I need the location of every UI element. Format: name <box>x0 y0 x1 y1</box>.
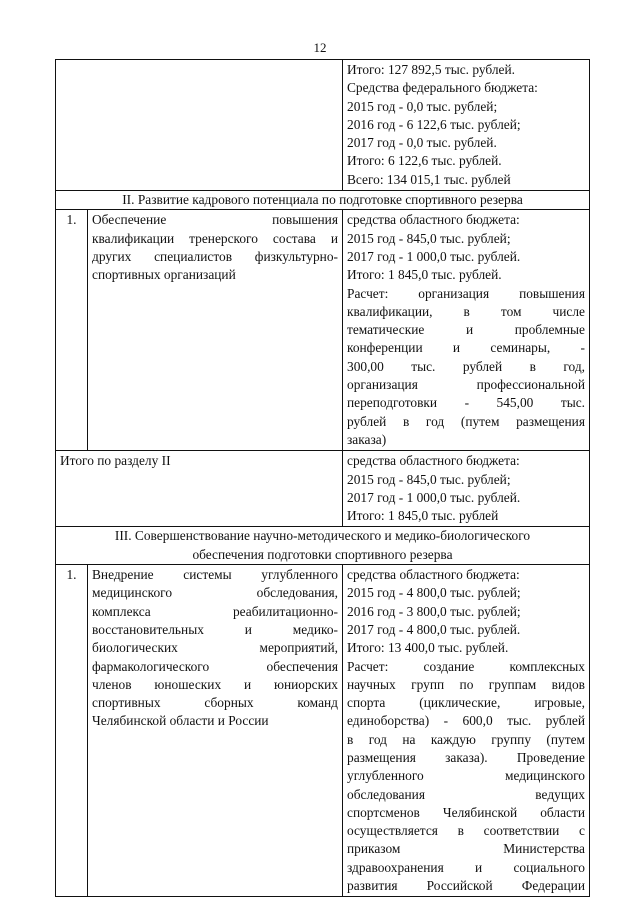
section-2-title: II. Развитие кадрового потенциала по подготовке спортивного резерва <box>56 191 590 210</box>
funding-cell <box>343 210 590 451</box>
empty-cell <box>56 60 343 191</box>
calc-line: углубленного медицинского <box>347 768 585 784</box>
funding-line: средства областного бюджета: <box>347 453 520 469</box>
funding-line: 2015 год - 4 800,0 тыс. рублей; <box>347 585 521 601</box>
funding-line: Итого: 127 892,5 тыс. рублей. <box>347 62 516 77</box>
section-3-title <box>56 527 590 565</box>
calc-line: конференции и семинары, - <box>347 340 585 356</box>
funding-line: Средства федерального бюджета: <box>347 80 538 96</box>
funding-line: 2015 год - 845,0 тыс. рублей; <box>347 471 511 487</box>
funding-line: 2015 год - 845,0 тыс. рублей; <box>347 230 511 246</box>
calc-line: здравоохранения и социального <box>347 859 585 875</box>
top-funding-cell <box>343 60 590 191</box>
funding-line: 2016 год - 3 800,0 тыс. рублей; <box>347 603 521 619</box>
calc-line: квалификации, в том числе <box>347 303 585 319</box>
funding-line: Итого: 1 845,0 тыс. рублей. <box>347 267 502 283</box>
calc-line: размещения заказа). Проведение <box>347 749 585 765</box>
calc-line: в год на каждую группу (путем <box>347 731 585 747</box>
calc-line: рублей в год (путем размещения <box>347 413 585 429</box>
funding-line: 2017 год - 4 800,0 тыс. рублей. <box>347 621 521 637</box>
calc-line: осуществляется в соответствии с <box>347 823 585 839</box>
activity-line: Челябинской области и России <box>92 713 269 729</box>
activity-line: медицинского обследования, <box>92 585 338 601</box>
activity-line: восстановительных и медико- <box>92 621 338 637</box>
activity-cell <box>88 210 343 451</box>
activity-line: фармакологического обеспечения <box>92 658 338 674</box>
funding-line: 2015 год - 0,0 тыс. рублей; <box>347 98 498 114</box>
calc-line: спорта (циклические, игровые, <box>347 695 585 711</box>
funding-line: средства областного бюджета: <box>347 212 520 228</box>
calc-line: Расчет: организация повышения <box>347 285 585 301</box>
section-header-row <box>56 191 590 210</box>
total-row <box>56 451 590 527</box>
section-title-line: обеспечения подготовки спортивного резерва <box>192 546 453 562</box>
activity-line: комплекса реабилитационно- <box>92 603 338 619</box>
funding-cell <box>343 565 590 897</box>
activity-line: спортивных сборных команд <box>92 695 338 711</box>
funding-line: 2017 год - 0,0 тыс. рублей. <box>347 135 497 151</box>
table-row <box>56 210 590 451</box>
activity-line: квалификации тренерского состава и <box>92 230 338 246</box>
calc-line: единоборства) - 600,0 тыс. рублей <box>347 713 585 729</box>
calc-line: тематические и проблемные <box>347 322 585 338</box>
program-table <box>55 59 589 897</box>
calc-line: развития Российской Федерации <box>347 878 585 894</box>
row-number: 1. <box>56 565 88 897</box>
calc-line: заказа) <box>347 431 387 447</box>
funding-line: средства областного бюджета: <box>347 567 520 583</box>
funding-line: 2016 год - 6 122,6 тыс. рублей; <box>347 116 521 132</box>
funding-line: Итого: 13 400,0 тыс. рублей. <box>347 640 509 656</box>
section-title-line: III. Совершенствование научно-методического и медико-биологического <box>114 528 531 544</box>
calc-line: 300,00 тыс. рублей в год, <box>347 358 585 374</box>
calc-line: научных групп по группам видов <box>347 676 585 692</box>
table-row <box>56 565 590 897</box>
activity-line: Обеспечение повышения <box>92 212 338 228</box>
funding-line: Всего: 134 015,1 тыс. рублей <box>347 171 511 187</box>
calc-line: организация профессиональной <box>347 377 585 393</box>
page-number: 12 <box>313 40 327 55</box>
activity-line: спортивных организаций <box>92 267 236 283</box>
funding-line: Итого: 6 122,6 тыс. рублей. <box>347 153 502 169</box>
row-number: 1. <box>56 210 88 451</box>
activity-line: биологических мероприятий, <box>92 640 338 656</box>
continued-row <box>56 60 590 191</box>
total-funding-cell <box>343 451 590 527</box>
activity-line: других специалистов физкультурно- <box>92 248 338 264</box>
calc-line: переподготовки - 545,00 тыс. <box>347 395 585 411</box>
calc-line: обследования ведущих <box>347 786 585 802</box>
funding-line: 2017 год - 1 000,0 тыс. рублей. <box>347 489 521 505</box>
total-label: Итого по разделу II <box>56 451 343 527</box>
calc-line: спортсменов Челябинской области <box>347 804 585 820</box>
calc-line: приказом Министерства <box>347 841 585 857</box>
calc-line: Расчет: создание комплексных <box>347 658 585 674</box>
section-header-row <box>56 527 590 565</box>
activity-line: Внедрение системы углубленного <box>92 567 338 583</box>
funding-line: Итого: 1 845,0 тыс. рублей <box>347 508 499 524</box>
funding-line: 2017 год - 1 000,0 тыс. рублей. <box>347 248 521 264</box>
activity-line: членов юношеских и юниорских <box>92 676 338 692</box>
activity-cell <box>88 565 343 897</box>
